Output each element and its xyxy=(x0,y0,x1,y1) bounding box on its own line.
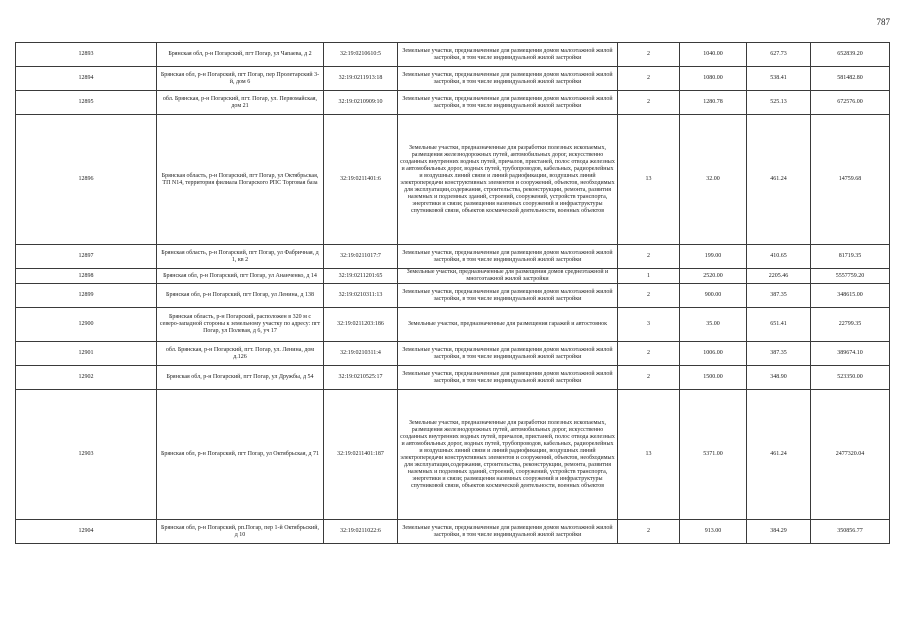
table-row xyxy=(16,520,890,544)
specific-value-cell: 461.24 xyxy=(747,390,811,520)
row-number: 12902 xyxy=(16,366,157,390)
land-use-cell: Земельные участки, предназначенные для размещения домов малоэтажной жилой застройки, в том числе индивидуальной жилой застройки xyxy=(398,43,618,67)
row-number: 12898 xyxy=(16,269,157,284)
cadastral-value-cell: 22799.35 xyxy=(811,308,890,342)
area-cell: 2520.00 xyxy=(680,269,747,284)
address-cell: Брянская обл, р-н Погарский, рп.Погар, пер 1-й Октябрьский, д 10 xyxy=(157,520,324,544)
row-number: 12894 xyxy=(16,67,157,91)
cadastral-value-cell: 581482.80 xyxy=(811,67,890,91)
row-number: 12893 xyxy=(16,43,157,67)
area-cell: 1280.78 xyxy=(680,91,747,115)
address-cell: обл. Брянская, р-н Погарский, пгт. Погар, ул. Ленина, дом д.126 xyxy=(157,342,324,366)
use-group-cell: 2 xyxy=(618,366,680,390)
address-cell: Брянская область, р-н Погарский, пгт Погар, ул Октябрьская, ТП N14, территория филиала Погарского РПС Торговая база xyxy=(157,115,324,245)
row-number: 12899 xyxy=(16,284,157,308)
cadastral-value-cell: 14759.68 xyxy=(811,115,890,245)
table-row xyxy=(16,390,890,520)
cadastral-number-cell: 32:19:0210610:5 xyxy=(324,43,398,67)
cadastral-number-cell: 32:19:0211401:6 xyxy=(324,115,398,245)
cadastral-value-cell: 5557759.20 xyxy=(811,269,890,284)
address-cell: Брянская обл, р-н Погарский, пгт Погар, пер Пролетарский 3-й, дом 6 xyxy=(157,67,324,91)
specific-value-cell: 525.13 xyxy=(747,91,811,115)
cadastral-number-cell: 32:19:0211401:187 xyxy=(324,390,398,520)
cadastral-value-cell: 389674.10 xyxy=(811,342,890,366)
use-group-cell: 2 xyxy=(618,43,680,67)
use-group-cell: 2 xyxy=(618,67,680,91)
specific-value-cell: 2205.46 xyxy=(747,269,811,284)
area-cell: 1040.00 xyxy=(680,43,747,67)
land-use-cell: Земельные участки, предназначенные для размещения домов малоэтажной жилой застройки, в том числе индивидуальной жилой застройки xyxy=(398,245,618,269)
area-cell: 900.00 xyxy=(680,284,747,308)
address-cell: Брянская обл, р-н Погарский, пгт Погар, ул Ананченко, д 14 xyxy=(157,269,324,284)
area-cell: 32.00 xyxy=(680,115,747,245)
cadastral-value-cell: 523350.00 xyxy=(811,366,890,390)
page-number: 787 xyxy=(876,17,890,27)
table-row xyxy=(16,43,890,67)
area-cell: 35.00 xyxy=(680,308,747,342)
land-use-cell: Земельные участки, предназначенные для размещения домов малоэтажной жилой застройки, в том числе индивидуальной жилой застройки xyxy=(398,366,618,390)
land-use-cell: Земельные участки, предназначенные для размещения домов малоэтажной жилой застройки, в том числе индивидуальной жилой застройки xyxy=(398,520,618,544)
land-use-cell: Земельные участки, предназначенные для размещения домов среднеэтажной и многоэтажной жилой застройки xyxy=(398,269,618,284)
address-cell: Брянская обл, р-н Погарский, пгт Погар, ул Октябрьская, д 71 xyxy=(157,390,324,520)
land-use-cell: Земельные участки, предназначенные для размещения гаражей и автостоянок xyxy=(398,308,618,342)
use-group-cell: 2 xyxy=(618,245,680,269)
address-cell: Брянская область, р-н Погарский, расположен в 320 м с северо-западной стороны к земельному участку по адресу: пгт Погар, ул Полевая, д 6, уч 17 xyxy=(157,308,324,342)
area-cell: 913.00 xyxy=(680,520,747,544)
area-cell: 5371.00 xyxy=(680,390,747,520)
table-row xyxy=(16,342,890,366)
use-group-cell: 2 xyxy=(618,284,680,308)
table-row xyxy=(16,67,890,91)
area-cell: 1006.00 xyxy=(680,342,747,366)
table-row xyxy=(16,269,890,284)
specific-value-cell: 538.41 xyxy=(747,67,811,91)
cadastral-value-cell: 350856.77 xyxy=(811,520,890,544)
land-use-cell: Земельные участки, предназначенные для размещения домов малоэтажной жилой застройки, в том числе индивидуальной жилой застройки xyxy=(398,342,618,366)
row-number: 12904 xyxy=(16,520,157,544)
use-group-cell: 2 xyxy=(618,520,680,544)
area-cell: 199.00 xyxy=(680,245,747,269)
table-row xyxy=(16,284,890,308)
specific-value-cell: 627.73 xyxy=(747,43,811,67)
cadastral-number-cell: 32:19:0211913:18 xyxy=(324,67,398,91)
cadastral-value-table xyxy=(15,42,890,544)
address-cell: Брянская обл, р-н Погарский, пгт Погар, ул Чапаева, д 2 xyxy=(157,43,324,67)
address-cell: Брянская область, р-н Погарский, пгт Погар, ул Фабричная, д 1, кв 2 xyxy=(157,245,324,269)
specific-value-cell: 461.24 xyxy=(747,115,811,245)
land-use-cell: Земельные участки, предназначенные для разработки полезных ископаемых, размещения железнодорожных путей, автомобильных дорог, искусственно созданных внутренних водных путей, причалов, пристаней, полос отвода железных и автомобильных дорог, водных путей, трубопроводов, кабельных, радиорелейных и воздушных линий связи и линий радиофикации, воздушных линий электропередачи конструктивных элементов и сооружений, объектов, необходимых для эксплуатации,содержания, строительства, реконструкции, ремонта, развития наземных и подземных зданий, строений, сооружений, устройств транспорта, энергетики и связи; размещения наземных сооружений и инфраструктуры спутниковой связи, объектов космической деятельности, военных объектов xyxy=(398,115,618,245)
row-number: 12896 xyxy=(16,115,157,245)
use-group-cell: 1 xyxy=(618,269,680,284)
area-cell: 1080.00 xyxy=(680,67,747,91)
specific-value-cell: 410.65 xyxy=(747,245,811,269)
specific-value-cell: 348.90 xyxy=(747,366,811,390)
area-cell: 1500.00 xyxy=(680,366,747,390)
use-group-cell: 3 xyxy=(618,308,680,342)
cadastral-number-cell: 32:19:0210909:10 xyxy=(324,91,398,115)
specific-value-cell: 387.35 xyxy=(747,342,811,366)
cadastral-value-cell: 348615.00 xyxy=(811,284,890,308)
use-group-cell: 13 xyxy=(618,390,680,520)
address-cell: обл. Брянская, р-н Погарский, пгт. Погар, ул. Первомайская, дом 21 xyxy=(157,91,324,115)
cadastral-number-cell: 32:19:0211017:7 xyxy=(324,245,398,269)
cadastral-number-cell: 32:19:0210311:13 xyxy=(324,284,398,308)
cadastral-value-cell: 81719.35 xyxy=(811,245,890,269)
land-use-cell: Земельные участки, предназначенные для размещения домов малоэтажной жилой застройки, в том числе индивидуальной жилой застройки xyxy=(398,67,618,91)
cadastral-number-cell: 32:19:0210311:4 xyxy=(324,342,398,366)
specific-value-cell: 384.29 xyxy=(747,520,811,544)
row-number: 12903 xyxy=(16,390,157,520)
use-group-cell: 2 xyxy=(618,342,680,366)
cadastral-number-cell: 32:19:0210525:17 xyxy=(324,366,398,390)
land-use-cell: Земельные участки, предназначенные для размещения домов малоэтажной жилой застройки, в том числе индивидуальной жилой застройки xyxy=(398,284,618,308)
address-cell: Брянская обл, р-н Погарский, пгт Погар, ул Дружбы, д 54 xyxy=(157,366,324,390)
row-number: 12900 xyxy=(16,308,157,342)
address-cell: Брянская обл, р-н Погарский, пгт Погар, ул Ленина, д 138 xyxy=(157,284,324,308)
land-use-cell: Земельные участки, предназначенные для размещения домов малоэтажной жилой застройки, в том числе индивидуальной жилой застройки xyxy=(398,91,618,115)
cadastral-number-cell: 32:19:0211201:65 xyxy=(324,269,398,284)
specific-value-cell: 387.35 xyxy=(747,284,811,308)
cadastral-number-cell: 32:19:0211022:6 xyxy=(324,520,398,544)
use-group-cell: 2 xyxy=(618,91,680,115)
specific-value-cell: 651.41 xyxy=(747,308,811,342)
row-number: 12897 xyxy=(16,245,157,269)
table-row xyxy=(16,308,890,342)
use-group-cell: 13 xyxy=(618,115,680,245)
table-row xyxy=(16,245,890,269)
table-row xyxy=(16,366,890,390)
cadastral-value-cell: 2477320.04 xyxy=(811,390,890,520)
cadastral-number-cell: 32:19:0211203:186 xyxy=(324,308,398,342)
row-number: 12901 xyxy=(16,342,157,366)
land-use-cell: Земельные участки, предназначенные для разработки полезных ископаемых, размещения железнодорожных путей, автомобильных дорог, искусственно созданных внутренних водных путей, причалов, пристаней, полос отвода железных и автомобильных дорог, водных путей, трубопроводов, кабельных, радиорелейных и воздушных линий связи и линий радиофикации, воздушных линий электропередачи конструктивных элементов и сооружений, объектов, необходимых для эксплуатации,содержания, строительства, реконструкции, ремонта, развития наземных и подземных зданий, строений, сооружений, устройств транспорта, энергетики и связи; размещения наземных сооружений и инфраструктуры спутниковой связи, объектов космической деятельности, военных объектов xyxy=(398,390,618,520)
table-row xyxy=(16,115,890,245)
table-row xyxy=(16,91,890,115)
row-number: 12895 xyxy=(16,91,157,115)
cadastral-value-cell: 652839.20 xyxy=(811,43,890,67)
cadastral-value-cell: 672576.00 xyxy=(811,91,890,115)
